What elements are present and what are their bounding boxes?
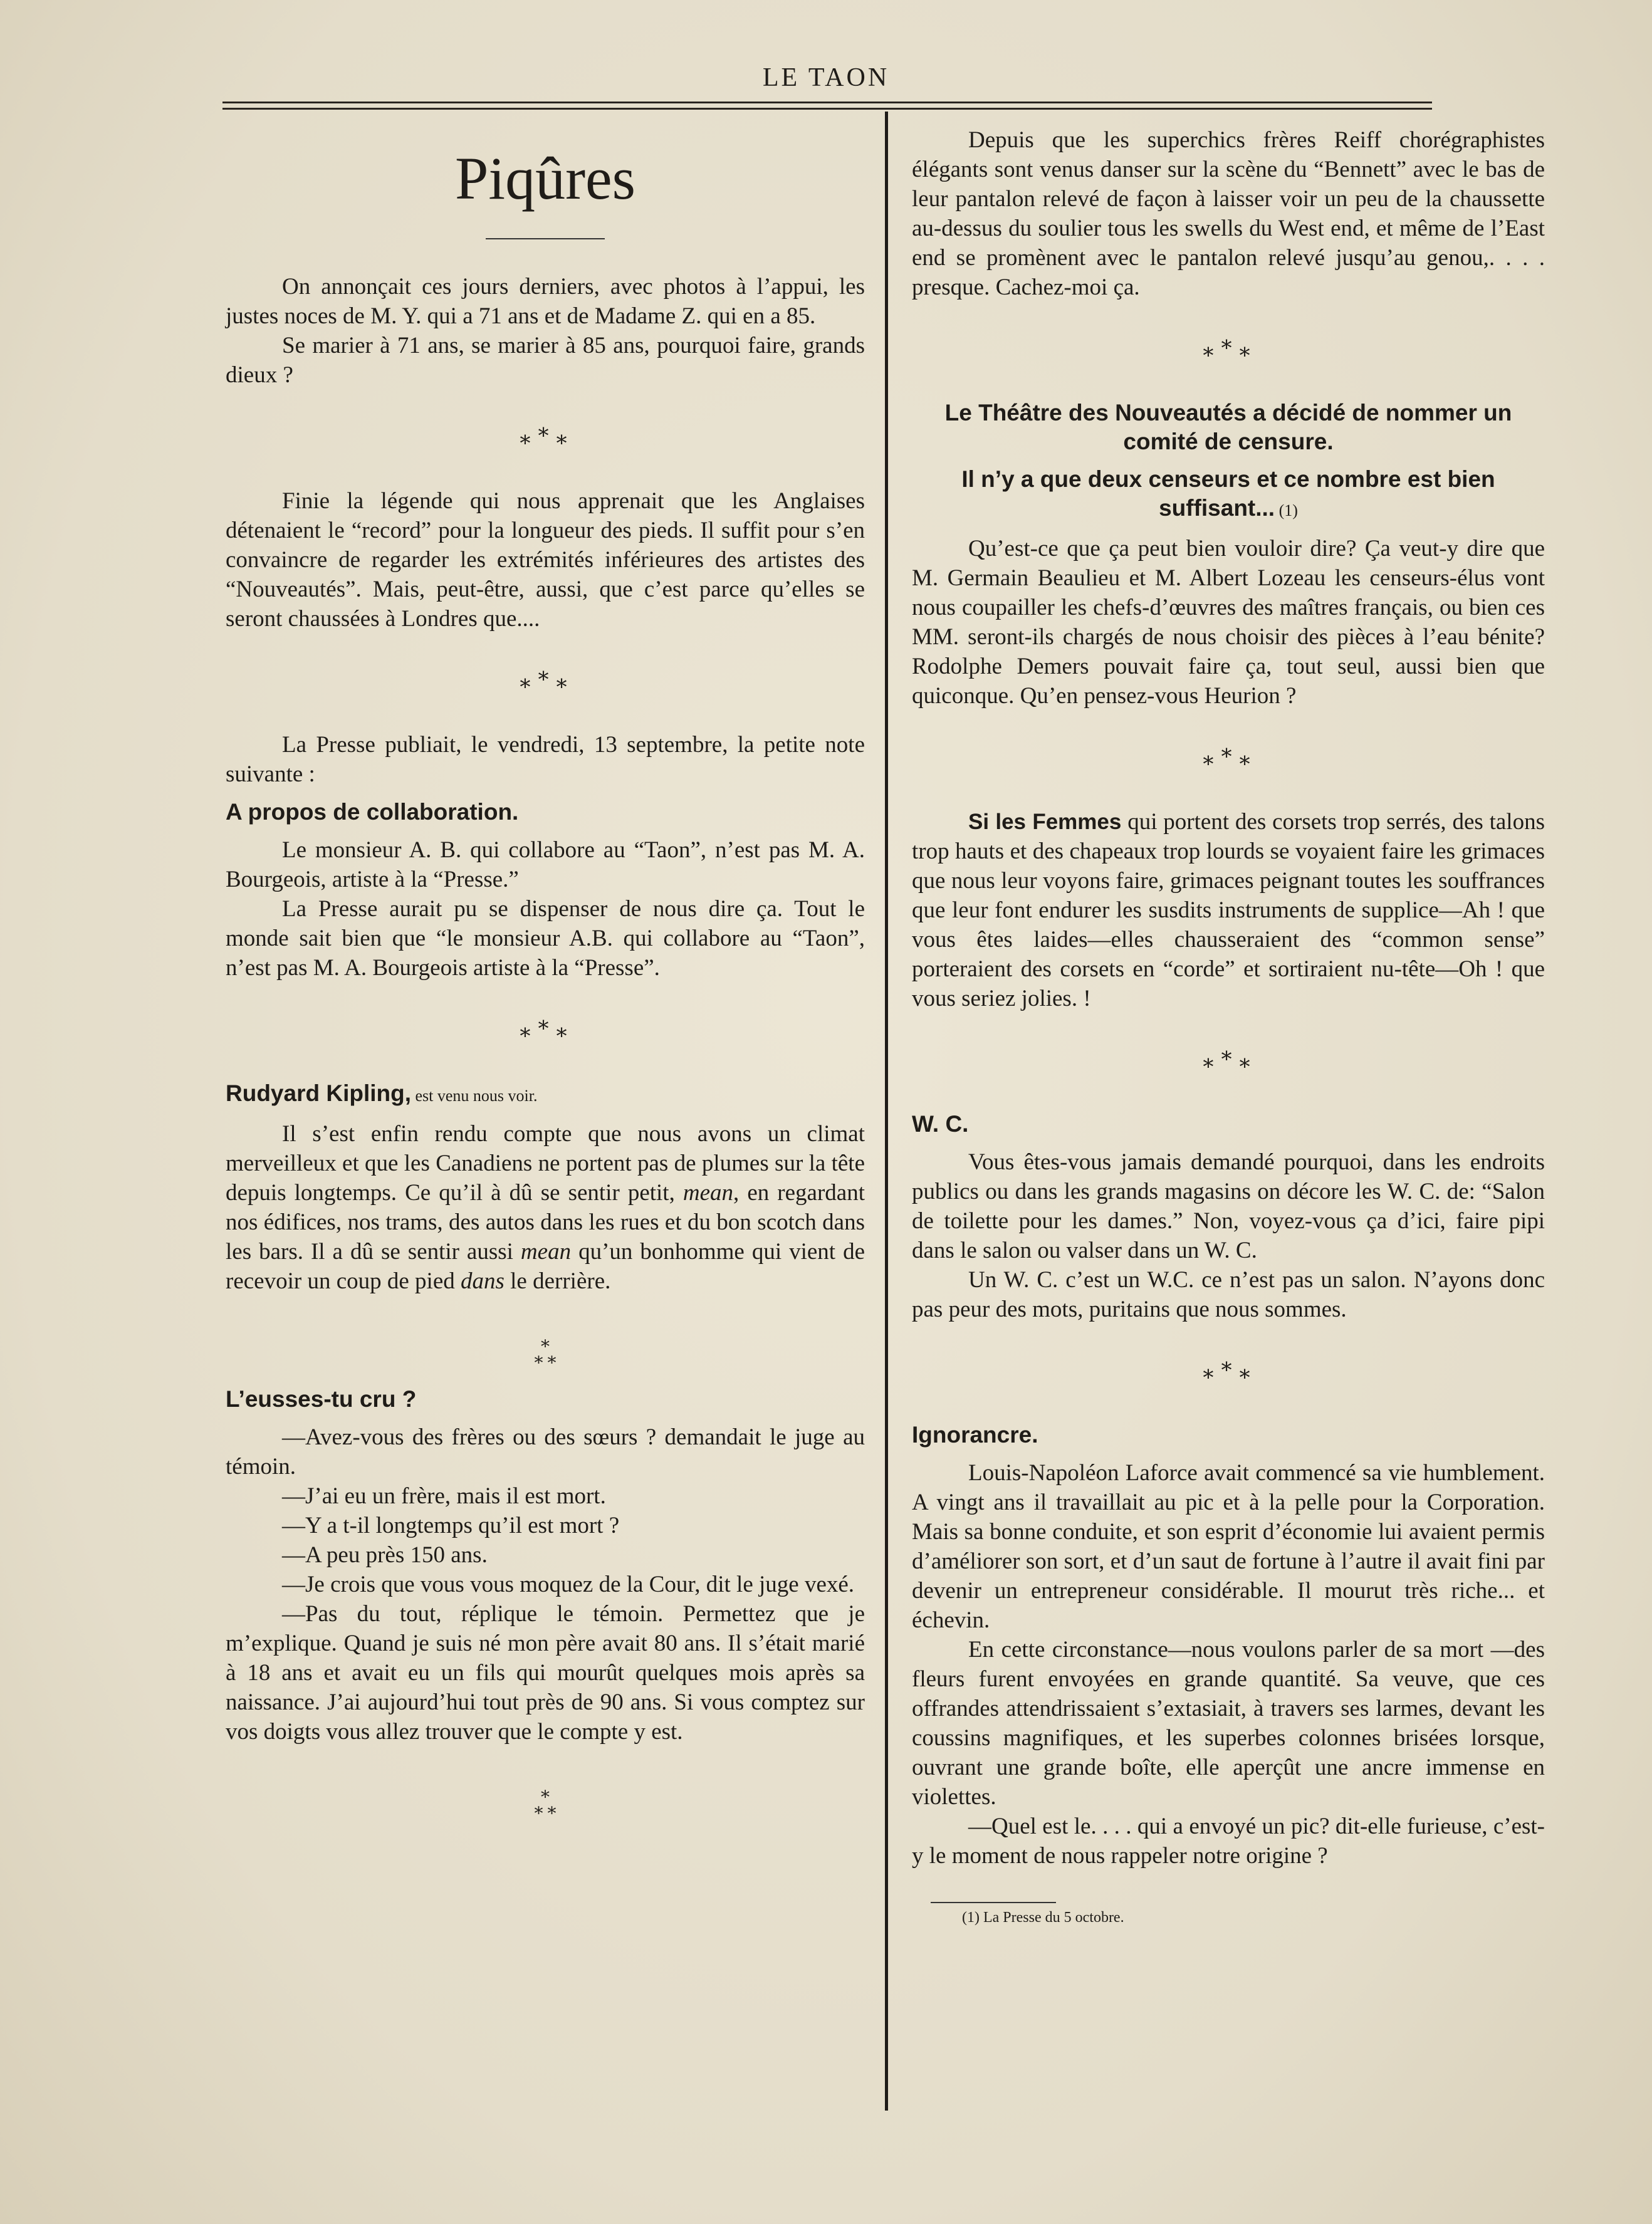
title-rule: [486, 238, 605, 239]
article-paragraph: Vous êtes-vous jamais demandé pourquoi, dans les endroits publics ou dans les grands magasins on décore les W. C. de: “Salon de toilette pour les dames.” Non, voyez-vous ça d’ici, faire pipi dans le salon ou valser dans un W. C.: [912, 1149, 1545, 1263]
dialogue-line: —Pas du tout, réplique le témoin. Permettez que je m’explique. Quand je suis né mon père avait 80 ans. Il s’était marié à 18 ans et avait eu un fils qui mourût quelques mois après sa naissance. J’ai aujourd’hui tout près de 90 ans. Si vous comptez sur vos doigts vous allez trouver que le compte y est.: [226, 1601, 865, 1745]
right-column: [912, 125, 1545, 1927]
section-heading: A propos de collaboration.: [226, 799, 519, 825]
article-paragraph: La Presse publiait, le vendredi, 13 septembre, la petite note suivante :: [226, 732, 865, 787]
heading-text: Il n’y a que deux censeurs et ce nombre est bien suffisant...: [961, 466, 1495, 521]
asterism-separator: ∗∗∗: [518, 664, 573, 695]
article-paragraph: Le monsieur A. B. qui collabore au “Taon”, n’est pas M. A. Bourgeois, artiste à la “Presse.”: [226, 837, 865, 892]
section-heading: W. C.: [912, 1111, 969, 1137]
heading-subtext: est venu nous voir.: [411, 1087, 538, 1105]
dialogue-line: —Y a t-il longtemps qu’il est mort ?: [282, 1513, 620, 1538]
asterism-separator: ∗∗∗: [1201, 1355, 1256, 1386]
dialogue-line: —J’ai eu un frère, mais il est mort.: [282, 1483, 606, 1509]
italic-word: dans: [461, 1268, 504, 1294]
masthead: LE TAON: [762, 63, 890, 92]
bold-kicker: Si les Femmes: [968, 810, 1122, 834]
text-run: qui portent des corsets trop serrés, des talons trop hauts et des chapeaux trop lourds se voyaient faire les grimaces que nous leur voyons faire, grimaces peignant toutes les souffrances que leur font endurer les susdits instruments de supplice—Ah ! que vous êtes laides—elles chausseraient des “common sense” porteraient des corsets en “corde” et sortiraient nu-tête—Oh ! que vous seriez jolies. !: [912, 809, 1545, 1011]
masthead-rule-top: [222, 102, 1432, 103]
asterism-separator: ⁎ ⁎ ⁎: [534, 1332, 557, 1367]
footnote: (1) La Presse du 5 octobre.: [962, 1909, 1124, 1926]
footnote-marker: (1): [1275, 501, 1298, 519]
section-heading: [226, 1079, 865, 1110]
article-paragraph: Un W. C. c’est un W.C. ce n’est pas un salon. N’ayons donc pas peur des mots, puritains que nous sommes.: [912, 1267, 1545, 1322]
article-paragraph: Louis-Napoléon Laforce avait commencé sa vie humblement. A vingt ans il travaillait au pic et à la pelle pour la Corporation. Mais sa bonne conduite, et son esprit d’économie lui avaient permis d’améliorer son sort, et d’un saut de fortune à l’autre il avait fini par devenir un entrepreneur considérable. Il mourut très riche... et échevin.: [912, 1460, 1545, 1633]
article-paragraph: —Quel est le. . . . qui a envoyé un pic? dit-elle furieuse, c’est-y le moment de nous rappeler notre origine ?: [912, 1814, 1545, 1869]
section-heading: Le Théâtre des Nouveautés a décidé de nommer un comité de censure.: [944, 400, 1512, 454]
article-paragraph: [912, 807, 1545, 1013]
asterism-separator: ∗∗∗: [1201, 333, 1256, 363]
article-paragraph: On annonçait ces jours derniers, avec photos à l’appui, les justes noces de M. Y. qui a 71 ans et de Madame Z. qui en a 85.: [226, 274, 865, 329]
column-divider: [885, 112, 888, 2111]
article-paragraph: La Presse aurait pu se dispenser de nous dire ça. Tout le monde sait bien que “le monsieur A.B. qui collabore au “Taon”, n’est pas M. A. Bourgeois artiste à la “Presse”.: [226, 896, 865, 981]
section-heading: [912, 465, 1545, 525]
dialogue-line: —A peu près 150 ans.: [282, 1542, 488, 1568]
asterism-separator: ∗∗∗: [1201, 1044, 1256, 1075]
asterism-separator: ∗∗∗: [1201, 741, 1256, 772]
article-paragraph: Qu’est-ce que ça peut bien vouloir dire? Ça veut-y dire que M. Germain Beaulieu et M. Albert Lozeau les censeurs-élus vont nous coupailler les chefs-d’œuvres des maîtres français, ou bien ces MM. seront-ils chargés de nous choisir des pièces à l’eau bénite? Rodolphe Demers pouvait faire ça, tout seul, aussi bien que quiconque. Qu’en pensez-vous Heurion ?: [912, 536, 1545, 709]
asterism-separator: ⁎ ⁎ ⁎: [534, 1782, 557, 1818]
section-heading: Ignorancre.: [912, 1422, 1038, 1448]
italic-word: mean: [520, 1239, 572, 1265]
text-run: le derrière.: [504, 1268, 611, 1294]
article-paragraph: [226, 1119, 865, 1296]
text-run: qu’un bonhomme qui vient de recevoir un coup de pied: [226, 1239, 865, 1294]
italic-word: mean: [682, 1180, 734, 1206]
dialogue-line: —Avez-vous des frères ou des sœurs ? demandait le juge au témoin.: [226, 1424, 865, 1480]
text-run: Il s’est enfin rendu compte que nous avons un climat merveilleux et que les Canadiens ne portent pas de plumes sur la tête depuis longtemps. Ce qu’il à dû se sentir petit,: [226, 1121, 865, 1206]
heading-text: Rudyard Kipling,: [226, 1080, 411, 1106]
article-paragraph: Finie la légende qui nous apprenait que les Anglaises détenaient le “record” pour la longueur des pieds. Il suffit pour s’en convaincre de regarder les extrémités inférieures des artistes des “Nouveautés”. Mais, peut-être, aussi, que c’est parce qu’elles se seront chaussées à Londres que....: [226, 488, 865, 632]
masthead-rule-bottom: [222, 108, 1432, 110]
footnote-rule: [931, 1902, 1056, 1903]
left-column: [226, 125, 865, 1835]
asterism-separator: ∗∗∗: [518, 420, 573, 451]
article-paragraph: Depuis que les superchics frères Reiff chorégraphistes élégants sont venus danser sur la scène du “Bennett” avec le bas de leur pantalon relevé de façon à laisser voir un peu de la chaussette au-dessus du soulier tous les swells du West end, et même de l’East end se promènent avec le pantalon relevé jusqu’au genou,. . . . presque. Cachez-moi ça.: [912, 127, 1545, 300]
text-run: , en regardant nos édifices, nos trams, des autos dans les rues et du bon scotch dans les bars. Il a dû se sentir aussi: [226, 1180, 865, 1265]
page-title: Piqûres: [455, 145, 635, 212]
asterism-separator: ∗∗∗: [518, 1013, 573, 1044]
article-paragraph: En cette circonstance—nous voulons parler de sa mort —des fleurs furent envoyées en grande quantité. Sa veuve, que ces offrandes attendrissaient s’extasiait, à travers ses larmes, devant les coussins magnifiques, et les superbes colonnes brisées lorsque, ouvrant une grande boîte, elle aperçût une ancre immense en violettes.: [912, 1637, 1545, 1810]
dialogue-line: —Je crois que vous vous moquez de la Cour, dit le juge vexé.: [282, 1572, 855, 1597]
article-paragraph: Se marier à 71 ans, se marier à 85 ans, pourquoi faire, grands dieux ?: [226, 333, 865, 388]
section-heading: L’eusses-tu cru ?: [226, 1386, 417, 1412]
